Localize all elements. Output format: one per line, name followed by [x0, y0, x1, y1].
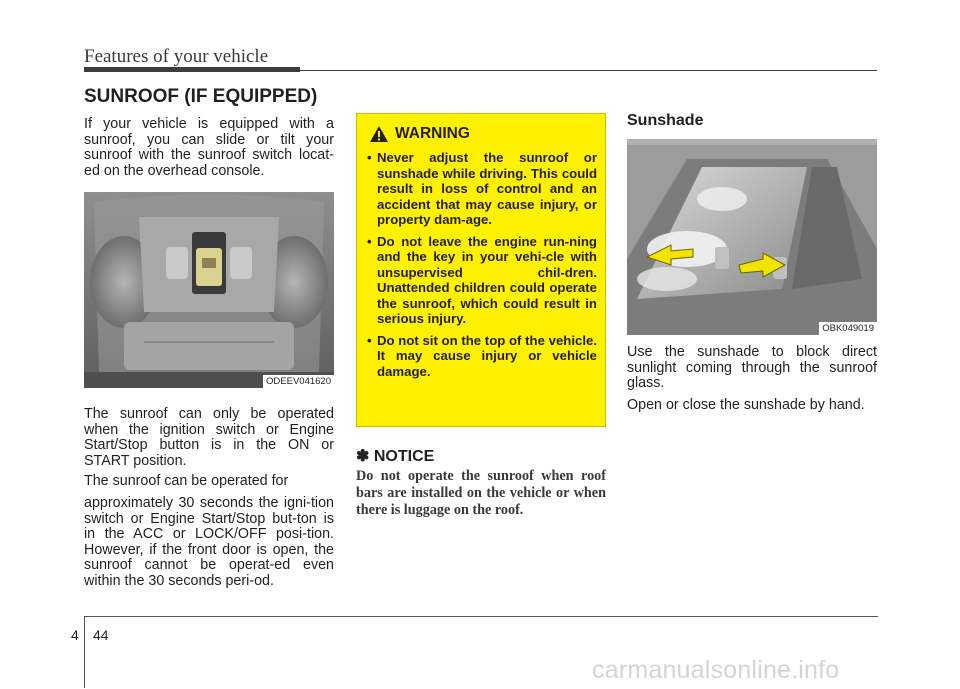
warning-item-text: Do not sit on the top of the vehicle. It may cause injury or vehicle damage.	[377, 332, 597, 379]
warning-item	[367, 234, 597, 327]
page-number: 44	[93, 627, 109, 643]
overhead-console-photo	[84, 192, 334, 388]
section-title: SUNROOF (IF EQUIPPED)	[84, 86, 318, 107]
duration-paragraph: The sunroof can be operated for	[84, 473, 289, 489]
warning-heading-text: WARNING	[395, 125, 470, 142]
sunshade-title: Sunshade	[627, 112, 704, 129]
photo-code-label: ODEEV041620	[263, 375, 334, 388]
warning-item	[367, 333, 597, 380]
warning-item-text: Never adjust the sunroof or sunshade while driving. This could result in loss of control and an accident that may cause injury, or property dam-age.	[377, 150, 597, 227]
operation-paragraph: The sunroof can only be operated when the ignition switch or Engine Start/Stop button is in the ON or START position.	[84, 406, 334, 469]
section-number: 4	[71, 627, 79, 643]
sunshade-paragraph-2: Open or close the sunshade by hand.	[627, 397, 865, 413]
header-title: Features of your vehicle	[84, 46, 269, 67]
sunshade-paragraph-1: Use the sunshade to block direct sunlight coming through the sunroof glass.	[627, 344, 877, 392]
bullet: •	[367, 233, 372, 249]
notice-body: Do not operate the sunroof when roof bars are installed on the vehicle or when there is luggage on the roof.	[356, 468, 606, 518]
photo-code-label: OBK049019	[819, 322, 877, 335]
acc-paragraph: approximately 30 seconds the igni-tion switch or Engine Start/Stop but-ton is in the ACC or LOCK/OFF posi-tion. However, if the front door is open, the sunroof cannot be operat-ed even within the 30 seconds peri-od.	[84, 495, 334, 589]
overhead-console-illustration	[84, 192, 334, 388]
bullet: •	[367, 150, 372, 165]
header-rule	[300, 70, 877, 71]
warning-triangle-icon	[369, 125, 389, 143]
header-bar	[84, 67, 300, 72]
footer-divider	[84, 616, 85, 688]
sunshade-photo	[627, 139, 877, 335]
warning-heading	[369, 125, 470, 143]
warning-box	[356, 113, 606, 427]
footer-rule	[84, 616, 878, 617]
warning-item	[367, 150, 597, 228]
warning-list	[367, 150, 597, 385]
bullet: •	[367, 332, 372, 348]
notice-heading: ✽ NOTICE	[356, 448, 435, 465]
warning-item-text: Do not leave the engine run-ning and the key in your vehi-cle with unsupervised chil-dren. Unattended children could operate the sunroof, which could result in serious injury.	[377, 233, 597, 326]
watermark: carmanualsonline.info	[592, 656, 840, 684]
intro-paragraph: If your vehicle is equipped with a sunroof, you can slide or tilt your sunroof with the sunroof switch locat-ed on the overhead console.	[84, 116, 334, 179]
sunshade-illustration	[627, 139, 877, 335]
